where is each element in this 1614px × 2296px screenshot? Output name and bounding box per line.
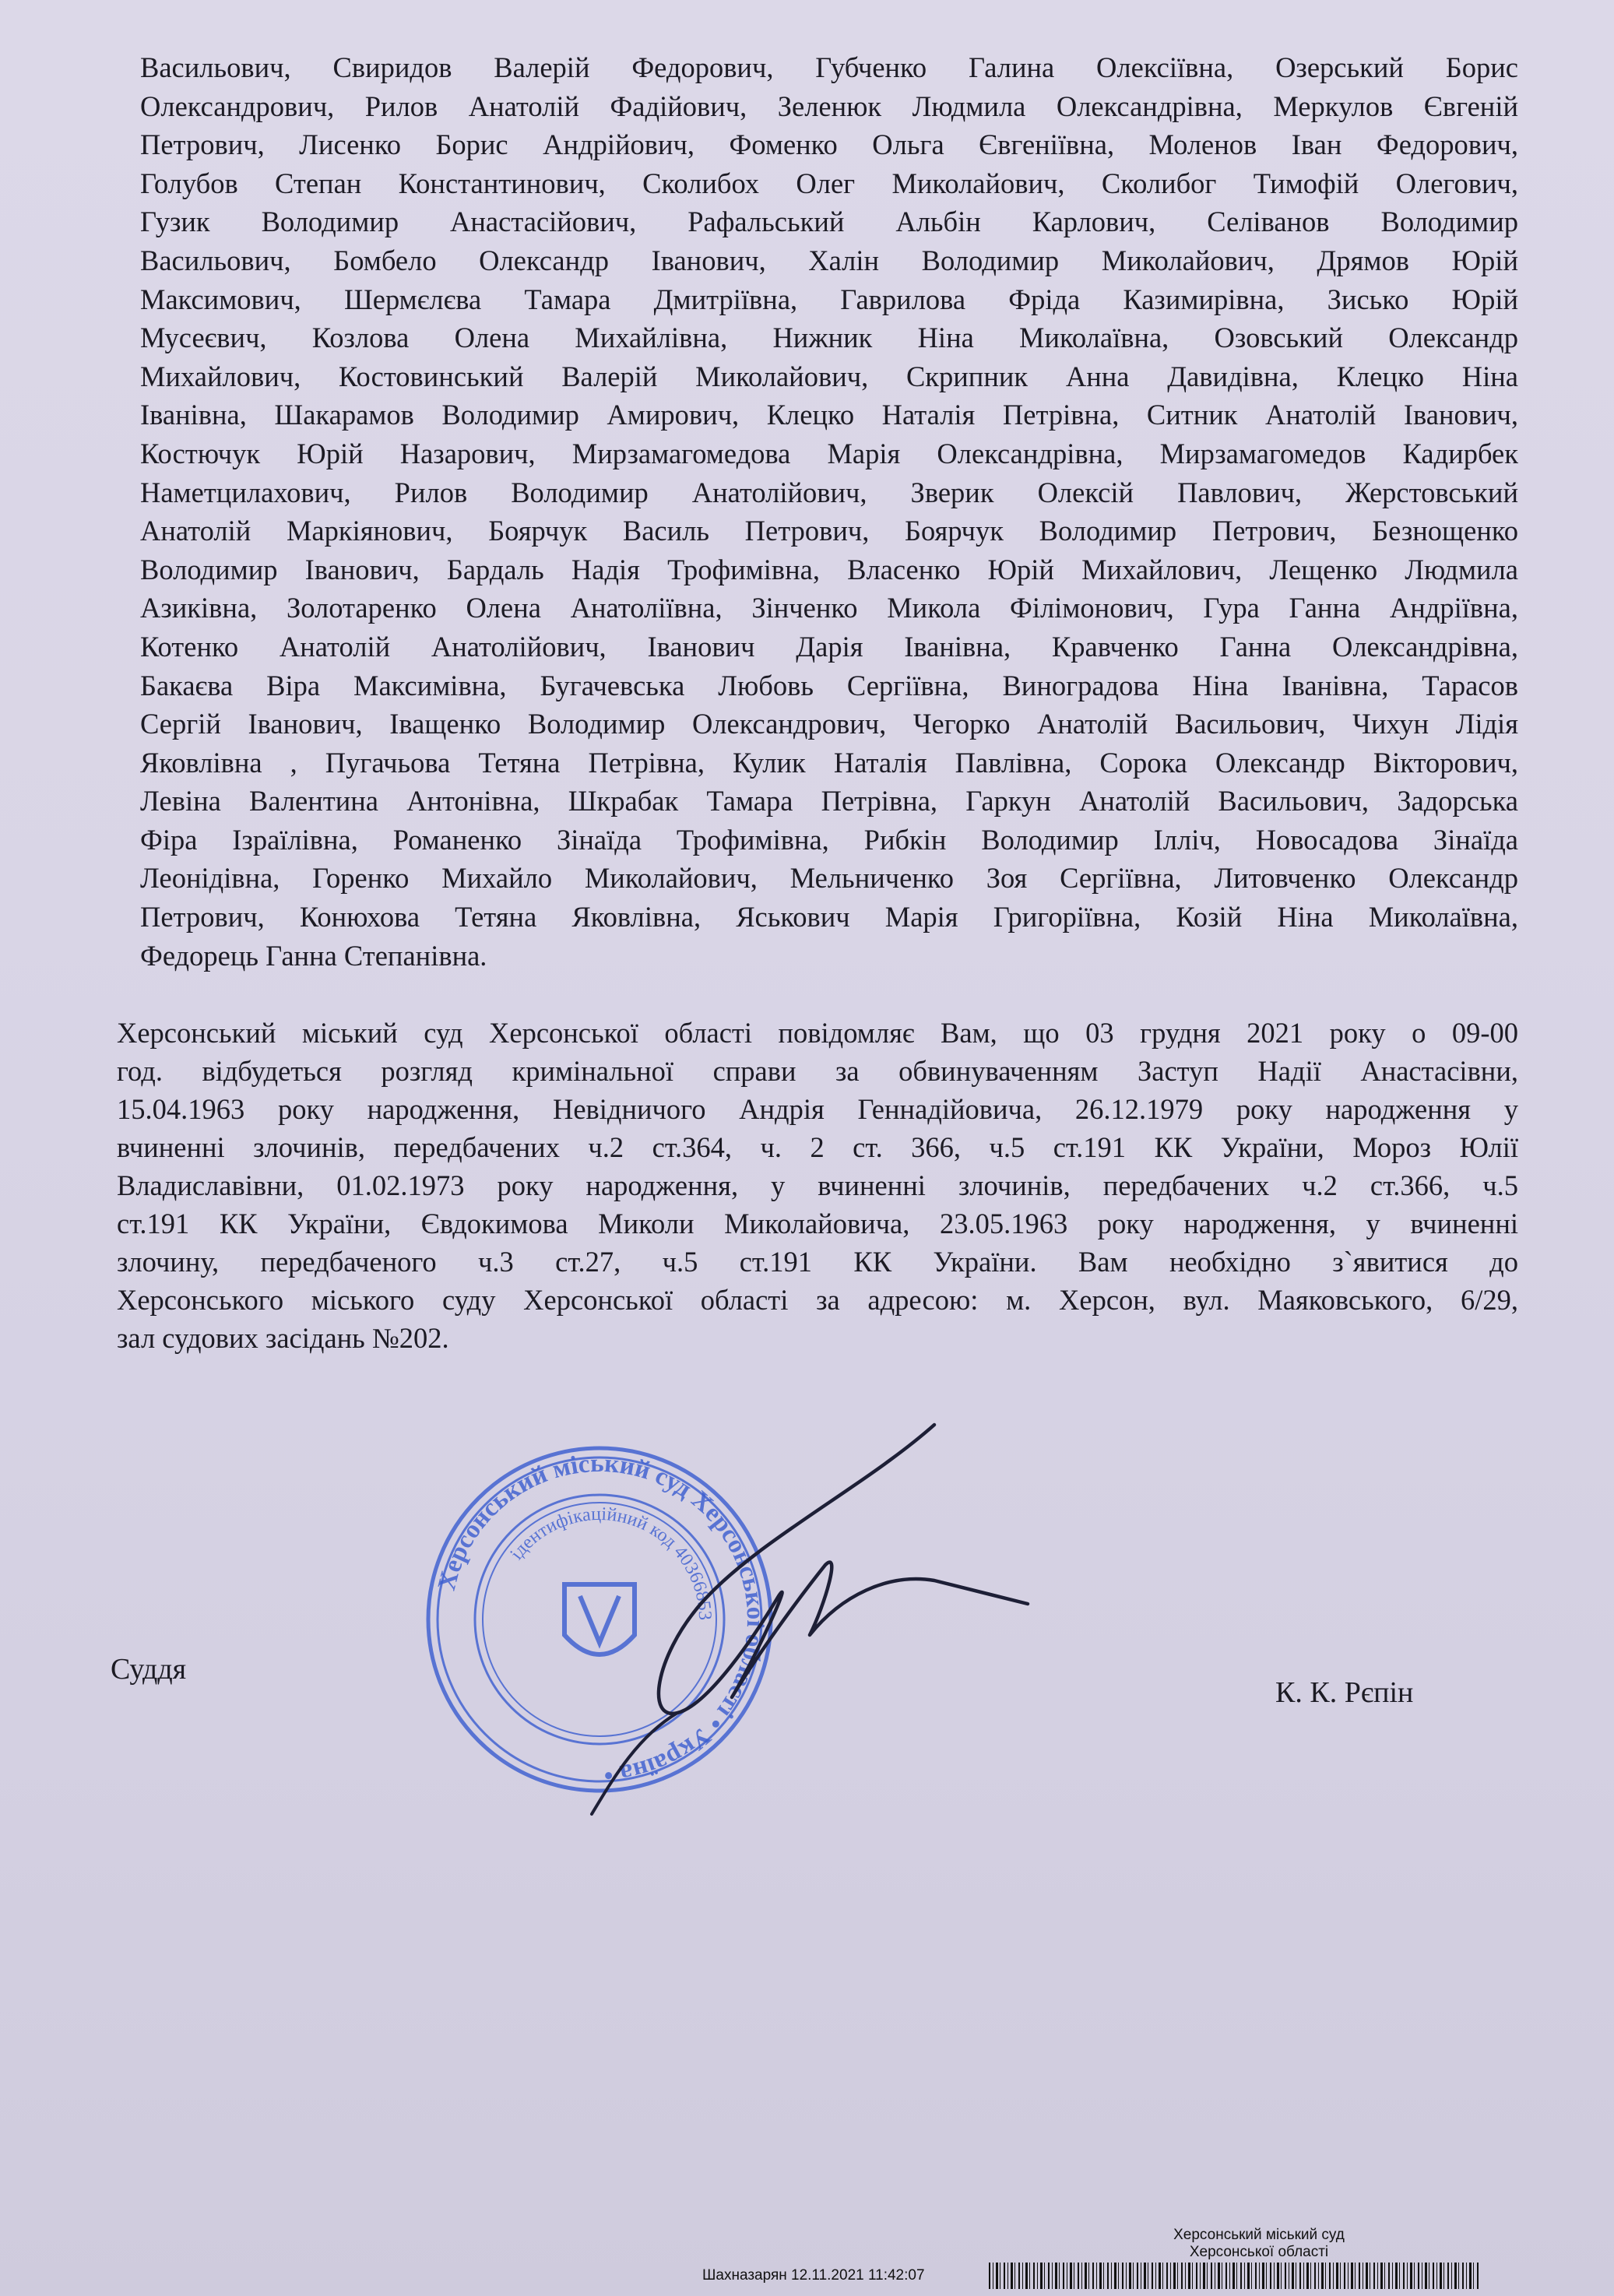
names-line: Анатолій Маркіянович, Боярчук Василь Петрович, Боярчук Володимир Петрович, Безнощенко: [140, 515, 1518, 547]
judge-name: К. К. Рєпін: [1275, 1676, 1414, 1709]
notice-line: злочину, передбаченого ч.3 ст.27, ч.5 ст.191 КК України. Вам необхідно з`явитися до: [117, 1246, 1518, 1278]
names-line: Бакаєва Віра Максимівна, Бугачевська Любовь Сергіївна, Виноградова Ніна Іванівна, Тарасов: [140, 669, 1518, 701]
names-line: Мусеєвич, Козлова Олена Михайлівна, Нижник Ніна Миколаївна, Озовський Олександр: [140, 322, 1518, 354]
names-line: Васильович, Бомбело Олександр Іванович, Халін Володимир Миколайович, Дрямов Юрій: [140, 244, 1518, 276]
names-list: [140, 48, 1518, 975]
names-line: Петрович, Конюхова Тетяна Яковлівна, Яськович Марія Григоріївна, Козій Ніна Миколаївна,: [140, 901, 1518, 934]
names-line: Сергій Іванович, Іващенко Володимир Олександрович, Чегорко Анатолій Васильович, Чихун Лідія: [140, 708, 1518, 740]
notice-line: вчиненні злочинів, передбачених ч.2 ст.364, ч. 2 ст. 366, ч.5 ст.191 КК України, Мороз Юлії: [117, 1131, 1518, 1163]
notice-line: 15.04.1963 року народження, Невідничого Андрія Геннадійовича, 26.12.1979 року народження у: [117, 1093, 1518, 1125]
names-line: Іванівна, Шакарамов Володимир Амирович, Клецко Наталія Петрівна, Ситник Анатолій Іванович,: [140, 399, 1518, 431]
svg-text:ідентифікаційний код 40366853: ідентифікаційний код 40366853: [506, 1503, 716, 1621]
svg-text:Херсонський міський суд Херсон: Херсонський міський суд Херсонської області • Україна •: [432, 1449, 770, 1789]
names-line: Яковлівна , Пугачьова Тетяна Петрівна, Кулик Наталія Павлівна, Сорока Олександр Вікторович,: [140, 746, 1518, 779]
registration-court-line: Херсонської області: [1189, 2244, 1329, 2260]
names-line: Володимир Іванович, Бардаль Надія Трофимівна, Власенко Юрій Михайлович, Лещенко Людмила: [140, 553, 1518, 585]
names-line: Наметцилахович, Рилов Володимир Анатолійович, Зверик Олексій Павлович, Жерстовський: [140, 476, 1518, 508]
names-line: Фіра Ізраїлівна, Романенко Зінаїда Трофимівна, Рибкін Володимир Ілліч, Новосадова Зінаїда: [140, 823, 1518, 856]
names-line: Олександрович, Рилов Анатолій Фадійович, Зеленюк Людмила Олександрівна, Меркулов Євгеній: [140, 90, 1518, 122]
notice-line: ст.191 КК України, Євдокимова Миколи Миколайовича, 23.05.1963 року народження, у вчиненні: [117, 1208, 1518, 1239]
signature-title: Суддя: [111, 1653, 187, 1686]
names-line: Котенко Анатолій Анатолійович, Іванович Дарія Іванівна, Кравченко Ганна Олександрівна,: [140, 630, 1518, 663]
registration-stamp-text: Шахназарян 12.11.2021 11:42:07: [702, 2267, 925, 2284]
court-notice-paragraph: [117, 1014, 1518, 1357]
names-line: Максимович, Шермєлєва Тамара Дмитріївна, Гаврилова Фріда Казимирівна, Зисько Юрій: [140, 283, 1518, 315]
notice-line: Херсонського міського суду Херсонської області за адресою: м. Херсон, вул. Маяковського, 6/29,: [117, 1284, 1518, 1316]
notice-line: Херсонський міський суд Херсонської області повідомляє Вам, що 03 грудня 2021 року о 09-00: [117, 1017, 1518, 1049]
names-line: Гузик Володимир Анастасійович, Рафальський Альбін Карлович, Селіванов Володимир: [140, 206, 1518, 238]
names-line: Костючук Юрій Назарович, Мирзамагомедова Марія Олександрівна, Мирзамагомедов Кадирбек: [140, 437, 1518, 469]
notice-line: зал судових засідань №202.: [117, 1322, 449, 1354]
names-line: Петрович, Лисенко Борис Андрійович, Фоменко Ольга Євгеніївна, Моленов Іван Федорович,: [140, 128, 1518, 161]
names-line: Михайлович, Костовинський Валерій Миколайович, Скрипник Анна Давидівна, Клецко Ніна: [140, 360, 1518, 392]
names-line: Левіна Валентина Антонівна, Шкрабак Тамара Петрівна, Гаркун Анатолій Васильович, Задорська: [140, 785, 1518, 817]
registration-court-line: Херсонський міський суд: [1173, 2227, 1345, 2243]
names-line: Голубов Степан Константинович, Сколибох Олег Миколайович, Сколибог Тимофій Олегович,: [140, 167, 1518, 199]
names-line: Васильович, Свиридов Валерій Федорович, Губченко Галина Олексіївна, Озерський Борис: [140, 51, 1518, 83]
judge-signature: [498, 1401, 1043, 1822]
registration-court-label: [1131, 2227, 1387, 2261]
notice-line: Владиславівни, 01.02.1973 року народження, у вчиненні злочинів, передбачених ч.2 ст.366, ч.5: [117, 1169, 1518, 1201]
names-line: Федорець Ганна Степанівна.: [140, 939, 487, 972]
names-line: Леонідівна, Горенко Михайло Миколайович, Мельниченко Зоя Сергіївна, Литовченко Олександр: [140, 862, 1518, 895]
notice-line: год. відбудеться розгляд кримінальної справи за обвинуваченням Заступ Надії Анастасівни,: [117, 1055, 1518, 1087]
barcode-icon: [989, 2263, 1479, 2289]
names-line: Азиківна, Золотаренко Олена Анатоліївна, Зінченко Микола Філімонович, Гура Ганна Андріївна,: [140, 592, 1518, 624]
